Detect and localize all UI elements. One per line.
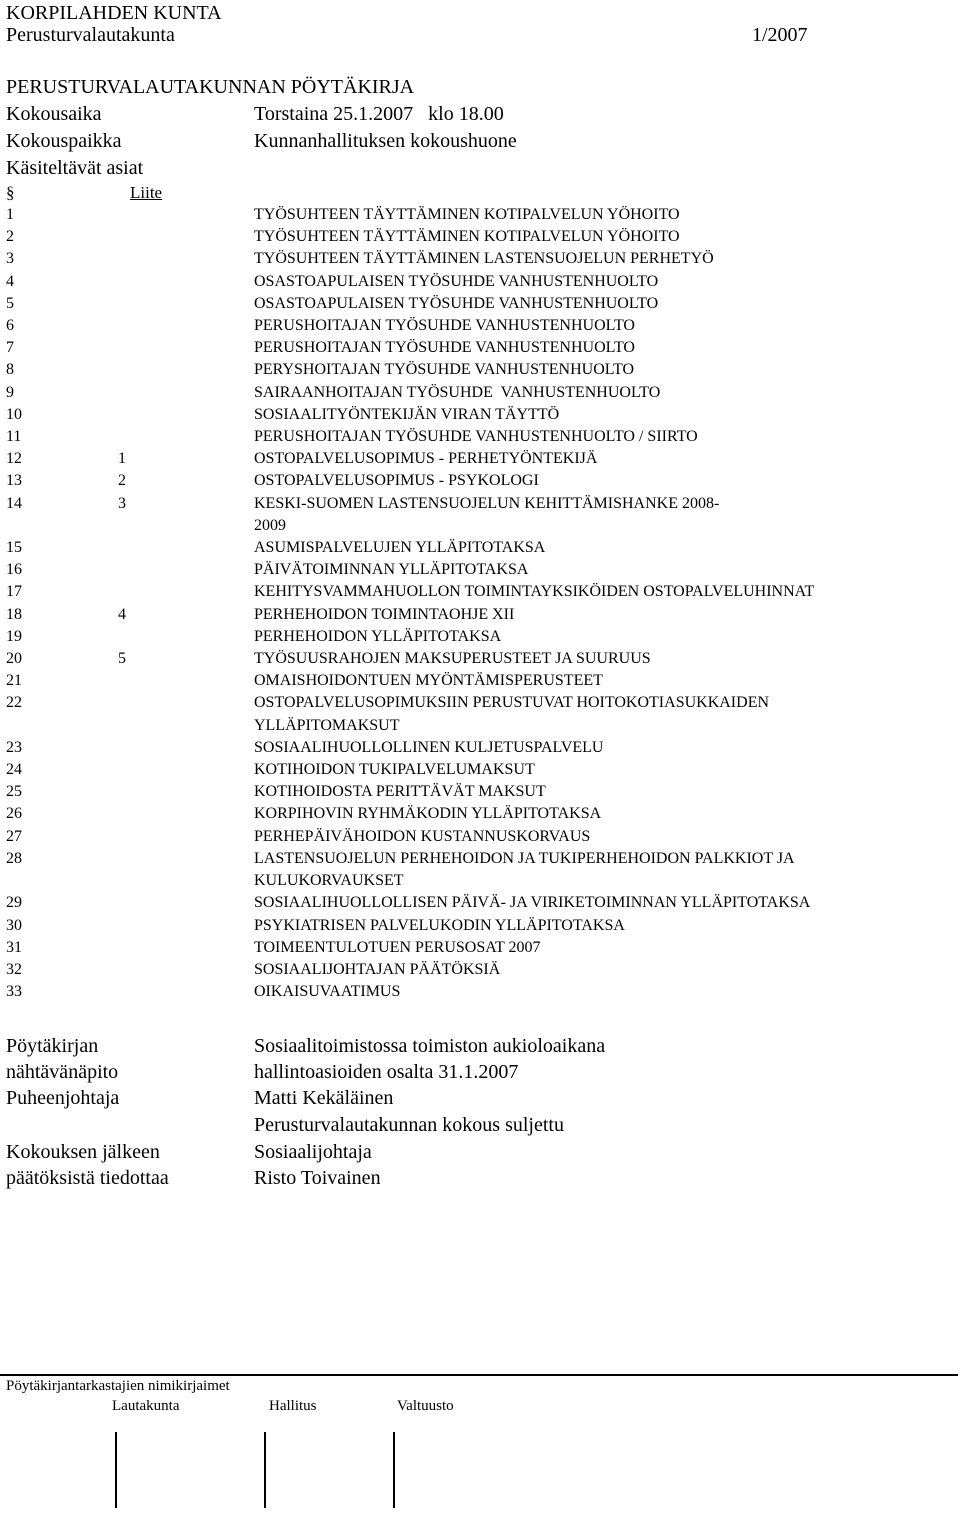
item-number: 12	[6, 450, 22, 468]
initials-col-lautakunta: Lautakunta	[112, 1398, 180, 1414]
notify-label-2: päätöksistä tiedottaa	[6, 1167, 169, 1189]
item-title: OSTOPALVELUSOPIMUKSIIN PERUSTUVAT HOITOKOTIASUKKAIDEN	[254, 694, 770, 712]
agenda-item	[0, 692, 960, 736]
item-title: PERHEPÄIVÄHOIDON KUSTANNUSKORVAUS	[254, 827, 591, 845]
attachment-column-label: Liite	[130, 183, 163, 202]
agenda-item	[0, 382, 960, 404]
item-number: 10	[6, 405, 22, 423]
item-title: PERUSHOITAJAN TYÖSUHDE VANHUSTENHUOLTO / SIIRTO	[254, 428, 698, 446]
chair-label: Puheenjohtaja	[6, 1087, 120, 1109]
item-title: KORPIHOVIN RYHMÄKODIN YLLÄPITOTAKSA	[254, 805, 602, 823]
signature-line-valtuusto	[393, 1432, 395, 1508]
agenda-list	[0, 204, 960, 1003]
item-title-continued: 2009	[254, 516, 286, 534]
item-number: 11	[6, 428, 22, 446]
item-number: 20	[6, 650, 22, 668]
chair-name: Matti Kekäläinen	[254, 1087, 394, 1109]
item-number: 16	[6, 561, 22, 579]
section-mark: §	[6, 183, 15, 202]
municipality-name: KORPILAHDEN KUNTA	[6, 2, 222, 24]
item-number: 22	[6, 694, 22, 712]
agenda-item	[0, 670, 960, 692]
item-number: 13	[6, 472, 22, 490]
item-number: 19	[6, 627, 22, 645]
item-title: OSASTOAPULAISEN TYÖSUHDE VANHUSTENHUOLTO	[254, 272, 659, 290]
initials-col-valtuusto: Valtuusto	[397, 1398, 454, 1414]
item-title: KEHITYSVAMMAHUOLLON TOIMINTAYKSIKÖIDEN OSTOPALVELUHINNAT	[254, 583, 815, 601]
agenda-item	[0, 959, 960, 981]
item-attachment-number: 4	[118, 605, 126, 623]
item-title: PERHEHOIDON YLLÄPITOTAKSA	[254, 627, 502, 645]
item-number: 8	[6, 361, 14, 379]
display-label-2: nähtävänäpito	[6, 1061, 119, 1083]
agenda-item	[0, 315, 960, 337]
display-label-1: Pöytäkirjan	[6, 1035, 99, 1057]
item-title: SOSIAALIHUOLLOLLINEN KULJETUSPALVELU	[254, 738, 604, 756]
item-number: 24	[6, 761, 22, 779]
meeting-place-label: Kokouspaikka	[6, 130, 122, 152]
agenda-item	[0, 493, 960, 537]
item-number: 7	[6, 339, 14, 357]
item-title: PSYKIATRISEN PALVELUKODIN YLLÄPITOTAKSA	[254, 916, 625, 934]
notify-value-1: Sosiaalijohtaja	[254, 1141, 372, 1163]
item-title: OSASTOAPULAISEN TYÖSUHDE VANHUSTENHUOLTO	[254, 294, 659, 312]
item-title: KESKI-SUOMEN LASTENSUOJELUN KEHITTÄMISHANKE 2008-	[254, 494, 720, 512]
item-number: 23	[6, 738, 22, 756]
protocol-number: 1/2007	[752, 24, 808, 46]
item-number: 5	[6, 294, 14, 312]
item-title-continued: YLLÄPITOMAKSUT	[254, 716, 400, 734]
initials-col-hallitus: Hallitus	[269, 1398, 317, 1414]
item-attachment-number: 5	[118, 650, 126, 668]
meeting-place-value: Kunnanhallituksen kokoushuone	[254, 130, 517, 152]
agenda-item	[0, 359, 960, 381]
agenda-item	[0, 781, 960, 803]
item-number: 27	[6, 827, 22, 845]
agenda-item	[0, 248, 960, 270]
board-name: Perusturvalautakunta	[6, 24, 175, 46]
initials-label: Pöytäkirjantarkastajien nimikirjaimet	[6, 1378, 230, 1394]
agenda-item	[0, 448, 960, 470]
item-title: OMAISHOIDONTUEN MYÖNTÄMISPERUSTEET	[254, 672, 603, 690]
item-title: OSTOPALVELUSOPIMUS - PERHETYÖNTEKIJÄ	[254, 450, 598, 468]
item-title: SOSIAALIHUOLLOLLISEN PÄIVÄ- JA VIRIKETOIMINNAN YLLÄPITOTAKSA	[254, 894, 811, 912]
item-number: 30	[6, 916, 22, 934]
item-title: PERUSHOITAJAN TYÖSUHDE VANHUSTENHUOLTO	[254, 339, 635, 357]
item-title: PÄIVÄTOIMINNAN YLLÄPITOTAKSA	[254, 561, 529, 579]
item-number: 28	[6, 849, 22, 867]
agenda-item	[0, 915, 960, 937]
meeting-closed-note: Perusturvalautakunnan kokous suljettu	[254, 1114, 564, 1136]
item-title: SOSIAALITYÖNTEKIJÄN VIRAN TÄYTTÖ	[254, 405, 560, 423]
agenda-item	[0, 981, 960, 1003]
footer-divider	[0, 1374, 958, 1376]
item-number: 18	[6, 605, 22, 623]
agenda-item	[0, 803, 960, 825]
notify-value-2: Risto Toivainen	[254, 1167, 381, 1189]
item-number: 14	[6, 494, 22, 512]
item-number: 1	[6, 206, 14, 223]
item-number: 15	[6, 539, 22, 557]
item-title: KOTIHOIDOSTA PERITTÄVÄT MAKSUT	[254, 783, 546, 801]
item-number: 3	[6, 250, 14, 268]
agenda-item	[0, 293, 960, 315]
agenda-item	[0, 470, 960, 492]
agenda-item	[0, 271, 960, 293]
item-title: PERYSHOITAJAN TYÖSUHDE VANHUSTENHUOLTO	[254, 361, 635, 379]
meeting-time-label: Kokousaika	[6, 103, 102, 125]
item-title: SOSIAALIJOHTAJAN PÄÄTÖKSIÄ	[254, 960, 501, 978]
agenda-item	[0, 404, 960, 426]
item-title: ASUMISPALVELUJEN YLLÄPITOTAKSA	[254, 539, 546, 557]
agenda-item	[0, 626, 960, 648]
signature-line-lautakunta	[115, 1432, 117, 1508]
agenda-item	[0, 559, 960, 581]
item-number: 21	[6, 672, 22, 690]
item-title-continued: KULUKORVAUKSET	[254, 872, 404, 890]
item-title: KOTIHOIDON TUKIPALVELUMAKSUT	[254, 761, 535, 779]
agenda-item	[0, 581, 960, 603]
display-value-2: hallintoasioiden osalta 31.1.2007	[254, 1061, 519, 1083]
item-title: TOIMEENTULOTUEN PERUSOSAT 2007	[254, 938, 541, 956]
item-attachment-number: 3	[118, 494, 126, 512]
agenda-item	[0, 648, 960, 670]
item-title: TYÖSUHTEEN TÄYTTÄMINEN KOTIPALVELUN YÖHOITO	[254, 228, 680, 246]
document-title: PERUSTURVALAUTAKUNNAN PÖYTÄKIRJA	[6, 76, 415, 98]
item-title: SAIRAANHOITAJAN TYÖSUHDE VANHUSTENHUOLTO	[254, 383, 661, 401]
item-title: PERHEHOIDON TOIMINTAOHJE XII	[254, 605, 515, 623]
item-number: 17	[6, 583, 22, 601]
agenda-item	[0, 604, 960, 626]
agenda-item	[0, 337, 960, 359]
agenda-item	[0, 848, 960, 892]
agenda-item	[0, 826, 960, 848]
item-number: 26	[6, 805, 22, 823]
item-number: 33	[6, 983, 22, 1001]
item-number: 4	[6, 272, 14, 290]
item-title: PERUSHOITAJAN TYÖSUHDE VANHUSTENHUOLTO	[254, 317, 635, 335]
agenda-item	[0, 737, 960, 759]
agenda-item	[0, 426, 960, 448]
meeting-time-value: Torstaina 25.1.2007 klo 18.00	[254, 103, 504, 125]
notify-label-1: Kokouksen jälkeen	[6, 1141, 160, 1163]
item-title: TYÖSUHTEEN TÄYTTÄMINEN KOTIPALVELUN YÖHOITO	[254, 206, 680, 223]
item-number: 32	[6, 960, 22, 978]
agenda-item	[0, 937, 960, 959]
item-number: 31	[6, 938, 22, 956]
item-number: 2	[6, 228, 14, 246]
agenda-item	[0, 892, 960, 914]
item-title: TYÖSUUSRAHOJEN MAKSUPERUSTEET JA SUURUUS	[254, 650, 651, 668]
item-attachment-number: 2	[118, 472, 126, 490]
agenda-item	[0, 226, 960, 248]
item-title: OIKAISUVAATIMUS	[254, 983, 401, 1001]
item-attachment-number: 1	[118, 450, 126, 468]
item-number: 6	[6, 317, 14, 335]
display-value-1: Sosiaalitoimistossa toimiston aukioloaikana	[254, 1035, 606, 1057]
item-number: 29	[6, 894, 22, 912]
item-title: LASTENSUOJELUN PERHEHOIDON JA TUKIPERHEHOIDON PALKKIOT JA	[254, 849, 795, 867]
agenda-item	[0, 537, 960, 559]
item-number: 9	[6, 383, 14, 401]
agenda-item	[0, 204, 960, 226]
item-number: 25	[6, 783, 22, 801]
signature-line-hallitus	[264, 1432, 266, 1508]
agenda-item	[0, 759, 960, 781]
item-title: TYÖSUHTEEN TÄYTTÄMINEN LASTENSUOJELUN PERHETYÖ	[254, 250, 714, 268]
agenda-heading: Käsiteltävät asiat	[6, 157, 144, 179]
item-title: OSTOPALVELUSOPIMUS - PSYKOLOGI	[254, 472, 539, 490]
